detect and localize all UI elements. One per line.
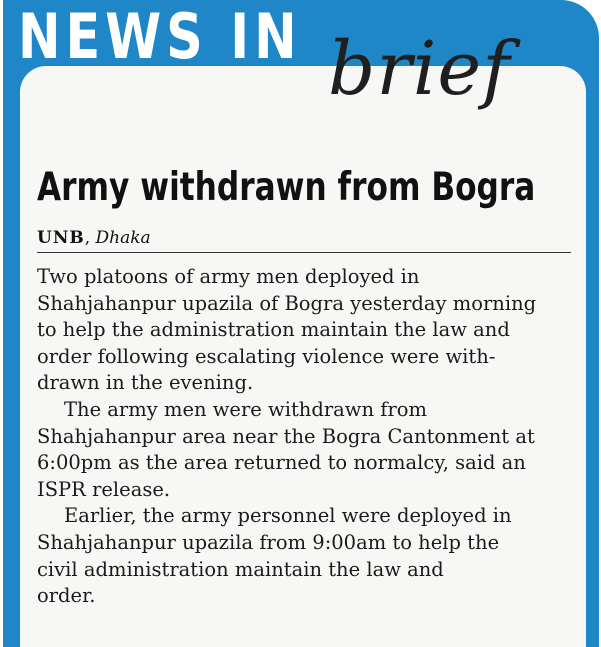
- body-line: to help the administration maintain the law and: [37, 318, 510, 342]
- body-line: 6:00pm as the area returned to normalcy, said an: [37, 451, 526, 475]
- body-line: The army men were withdrawn from: [64, 397, 428, 421]
- body-line: order following escalating violence were with-: [37, 344, 496, 368]
- byline-location: Dhaka: [95, 228, 151, 248]
- body-line: Shahjahanpur area near the Bogra Cantonment at: [37, 424, 535, 448]
- body-line: drawn in the evening.: [37, 371, 254, 395]
- body-line: Shahjahanpur upazila from 9:00am to help the: [37, 530, 500, 554]
- body-line: Two platoons of army men deployed in: [37, 265, 420, 288]
- paragraph-1: [37, 264, 577, 397]
- body-line: Earlier, the army personnel were deployed in: [64, 504, 512, 528]
- section-title-brief: brief: [328, 26, 511, 112]
- body-line: civil administration maintain the law and: [37, 557, 444, 581]
- section-title-news-in: NEWS IN: [18, 0, 302, 73]
- paragraph-3: [37, 503, 577, 609]
- byline-agency: UNB: [37, 228, 85, 248]
- article-headline: Army withdrawn from Bogra: [37, 165, 536, 210]
- article-byline: [37, 228, 151, 248]
- body-line: Shahjahanpur upazila of Bogra yesterday morning: [37, 291, 537, 315]
- body-line: order.: [37, 584, 96, 608]
- byline-divider: [37, 252, 571, 253]
- article-body: [37, 264, 577, 610]
- byline-separator: ,: [84, 228, 96, 248]
- body-line: ISPR release.: [37, 477, 171, 501]
- paragraph-2: [37, 397, 577, 503]
